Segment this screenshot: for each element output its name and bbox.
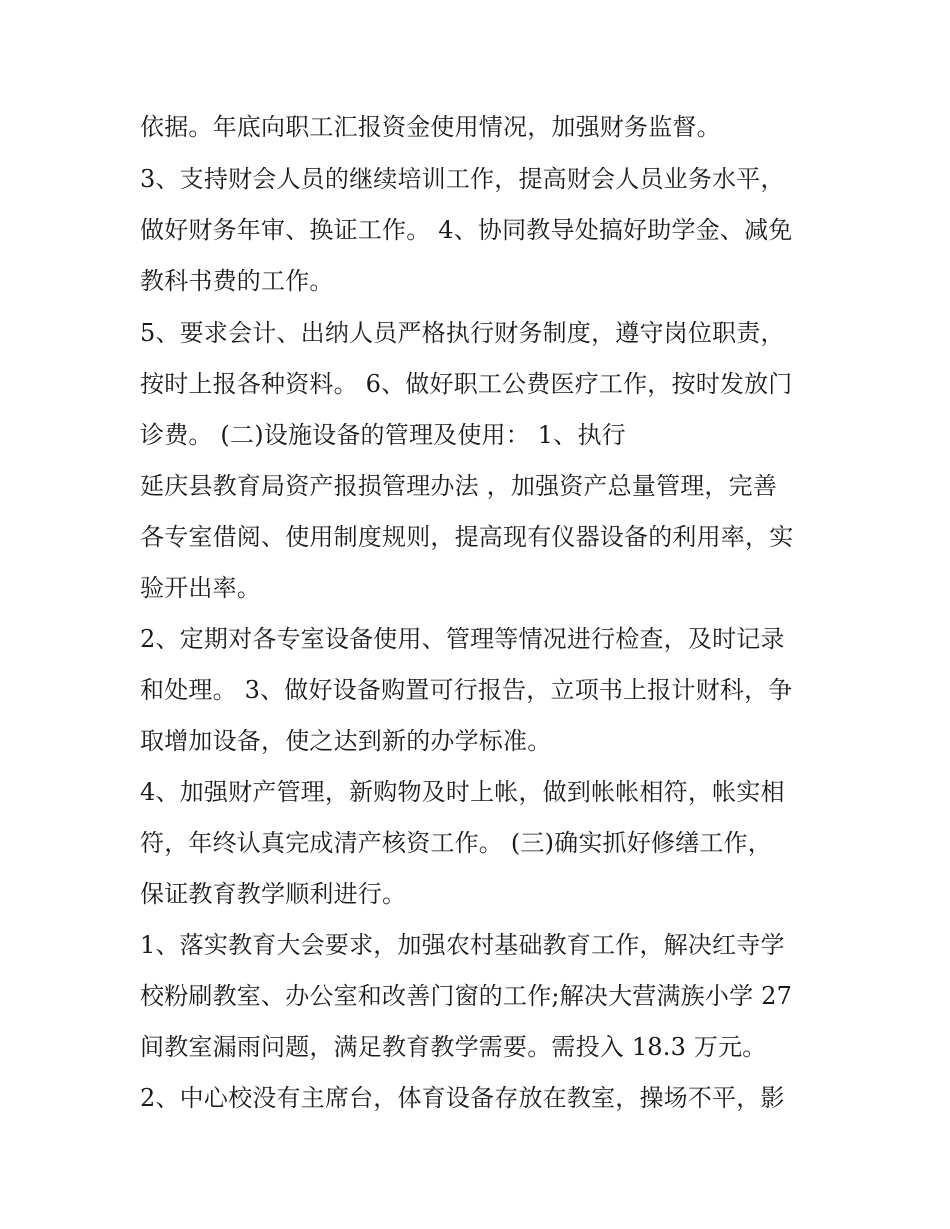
text-line: 2、中心校没有主席台，体育设备存放在教室，操场不平，影 xyxy=(140,1084,785,1112)
text-line: 教科书费的工作。 xyxy=(140,267,334,295)
text-line: 做好财务年审、换证工作。 4、协同教导处搞好助学金、减免 xyxy=(140,216,793,244)
text-line: 各专室借阅、使用制度规则，提高现有仪器设备的利用率，实 xyxy=(140,523,794,551)
text-line: 间教室漏雨问题，满足教育教学需要。需投入 18.3 万元。 xyxy=(140,1033,767,1061)
text-line: 验开出率。 xyxy=(140,574,261,602)
text-line: 取增加设备，使之达到新的办学标准。 xyxy=(140,727,552,755)
text-line: 1、落实教育大会要求，加强农村基础教育工作，解决红寺学 xyxy=(140,931,785,959)
text-line: 3、支持财会人员的继续培训工作，提高财会人员业务水平， xyxy=(140,165,785,193)
text-line: 4、加强财产管理，新购物及时上帐，做到帐帐相符，帐实相 xyxy=(140,778,785,806)
text-line: 保证教育教学顺利进行。 xyxy=(140,880,407,908)
text-line: 5、要求会计、出纳人员严格执行财务制度，遵守岗位职责， xyxy=(140,319,785,347)
text-line: 延庆县教育局资产报损管理办法 ，加强资产总量管理，完善 xyxy=(140,472,778,500)
text-line: 诊费。 (二)设施设备的管理及使用： 1、执行 xyxy=(140,421,626,449)
text-line: 和处理。 3、做好设备购置可行报告，立项书上报计财科，争 xyxy=(140,676,793,704)
text-line: 依据。年底向职工汇报资金使用情况，加强财务监督。 xyxy=(140,113,721,141)
text-line: 符，年终认真完成清产核资工作。 (三)确实抓好修缮工作， xyxy=(140,829,772,857)
text-line: 按时上报各种资料。 6、做好职工公费医疗工作，按时发放门 xyxy=(140,370,793,398)
text-line: 校粉刷教室、办公室和改善门窗的工作;解决大营满族小学 27 xyxy=(140,982,793,1010)
text-line: 2、定期对各专室设备使用、管理等情况进行检查，及时记录 xyxy=(140,625,785,653)
